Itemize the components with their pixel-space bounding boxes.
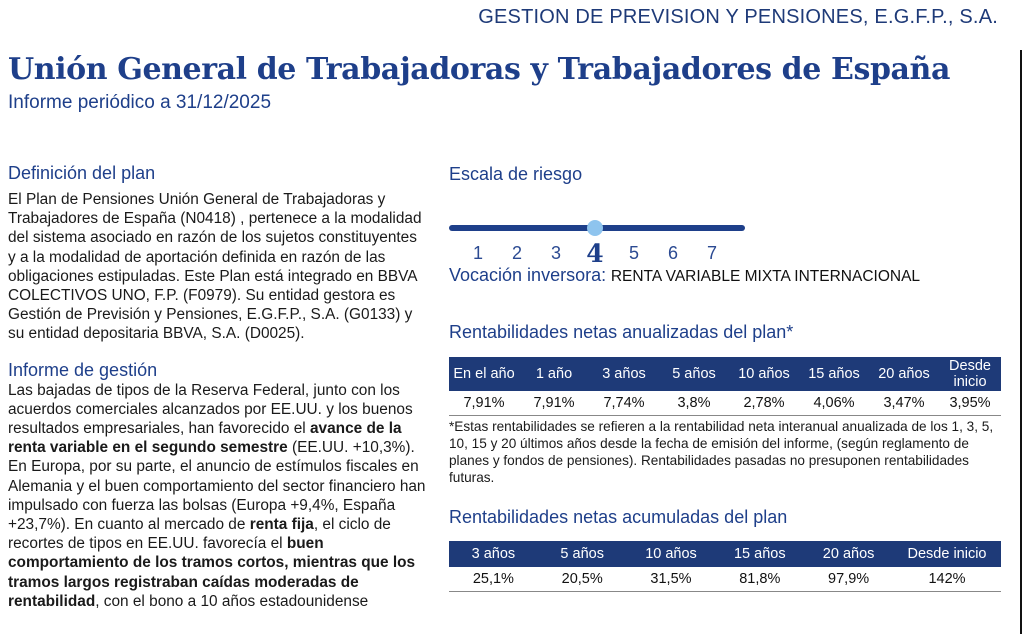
accumulated-returns-table [449,541,1001,592]
table-cell: 3,47% [869,391,939,416]
table-header-cell: 5 años [538,541,627,567]
report-date-subtitle: Informe periódico a 31/12/2025 [8,92,272,113]
risk-level-1: 1 [472,243,483,263]
management-company: GESTION DE PREVISION Y PENSIONES, E.G.F.P., S.A. [478,6,998,28]
annualized-returns-table [449,357,1001,416]
table-header-row [449,357,1001,391]
gestion-highlight: avance de la renta variable en el segundo semestre [8,420,402,457]
table-header-cell: 3 años [449,541,538,567]
definicion-text: El Plan de Pensiones Unión General de Trabajadoras y Trabajadores de España (N0418) , pertenece a la modalidad del sistema asociado en razón de los sujetos constituyentes y a la modalidad de aportación definida en razón de las obligaciones estipuladas. Este Plan está integrado en BBVA COLECTIVOS UNO, F.P. (F0979). Su entidad gestora es Gestión de Previsión y Pensiones, E.G.F.P., S.A. (G0133) y su entidad depositaria BBVA, S.A. (D0025). [8,191,422,343]
table-header-cell: 3 años [589,357,659,391]
plan-title: Unión General de Trabajadoras y Trabajadores de España [8,52,951,87]
table-row [449,567,1001,592]
investment-vocation [449,265,920,286]
table-cell: 97,9% [804,567,893,592]
risk-level-5: 5 [628,243,639,263]
table-cell: 25,1% [449,567,538,592]
table-header-cell: 10 años [729,357,799,391]
returns-footnote: *Estas rentabilidades se refieren a la rentabilidad neta interanual anualizada de los 1, 3, 5, 10, 15 y 20 últimos años desde la fecha de emisión del informe, (según reglamento de planes y fondos de pensiones). Rentabilidades pasadas no presuponen rentabilidades futuras. [449,419,994,485]
left-column [8,163,426,611]
gestion-highlight: buen comportamiento de los tramos cortos, mientras que los tramos largos registraban caídas moderadas de rentabilidad [8,535,416,610]
vocation-value: RENTA VARIABLE MIXTA INTERNACIONAL [610,268,921,285]
risk-level-4-current: 4 [586,239,604,268]
table-header-cell: 15 años [715,541,804,567]
table-cell: 3,8% [659,391,729,416]
gestion-text-part: , con el bono a 10 años estadounidense [95,592,369,610]
table-header-cell: 1 año [519,357,589,391]
risk-level-marker [587,220,603,236]
risk-scale [449,185,1001,275]
risk-level-6: 6 [667,243,678,263]
gestion-text-part: (EE.UU. +10,3%). En Europa, por su parte, el anuncio de estímulos fiscales en Alemania y el buen comportamiento del sector financiero han impulsado con fuerza las bolsas (Europa +9,4%, España +23,7%). En cuanto al mercado de [8,439,426,534]
accumulated-returns-heading: Rentabilidades netas acumuladas del plan [449,507,788,527]
table-header-cell: Desde inicio [939,357,1001,391]
table-header-cell: 5 años [659,357,729,391]
table-header-cell: En el año [449,357,519,391]
vocation-label: Vocación inversora: [449,265,607,285]
right-column [449,164,1001,587]
table-header-cell: 10 años [627,541,716,567]
table-cell: 7,74% [589,391,659,416]
gestion-text-part: , el ciclo de recortes de tipos en EE.UU. favorecía el [8,516,391,553]
table-header-cell: 20 años [869,357,939,391]
gestion-highlight: renta fija [249,516,314,534]
table-cell: 20,5% [538,567,627,592]
risk-level-7: 7 [706,243,717,263]
gestion-heading: Informe de gestión [8,359,158,380]
annualized-returns-heading: Rentabilidades netas anualizadas del plan* [449,322,794,342]
gestion-text [8,381,426,611]
table-cell: 7,91% [449,391,519,416]
risk-level-3: 3 [550,243,561,263]
table-header-row [449,541,1001,567]
table-cell: 81,8% [715,567,804,592]
table-cell: 3,95% [939,391,1001,416]
table-header-cell: Desde inicio [893,541,1001,567]
table-cell: 142% [893,567,1001,592]
table-cell: 31,5% [627,567,716,592]
risk-scale-heading: Escala de riesgo [449,164,583,184]
table-cell: 7,91% [519,391,589,416]
table-header-cell: 20 años [804,541,893,567]
table-row [449,391,1001,416]
definicion-heading: Definición del plan [8,163,156,183]
table-cell: 2,78% [729,391,799,416]
risk-level-2: 2 [511,243,522,263]
table-cell: 4,06% [799,391,869,416]
table-header-cell: 15 años [799,357,869,391]
page-edge-divider [1020,50,1022,634]
gestion-text-part: Las bajadas de tipos de la Reserva Federal, junto con los acuerdos comerciales alcanzados por EE.UU. y los buenos resultados empresariales, han favorecido el [8,381,413,438]
